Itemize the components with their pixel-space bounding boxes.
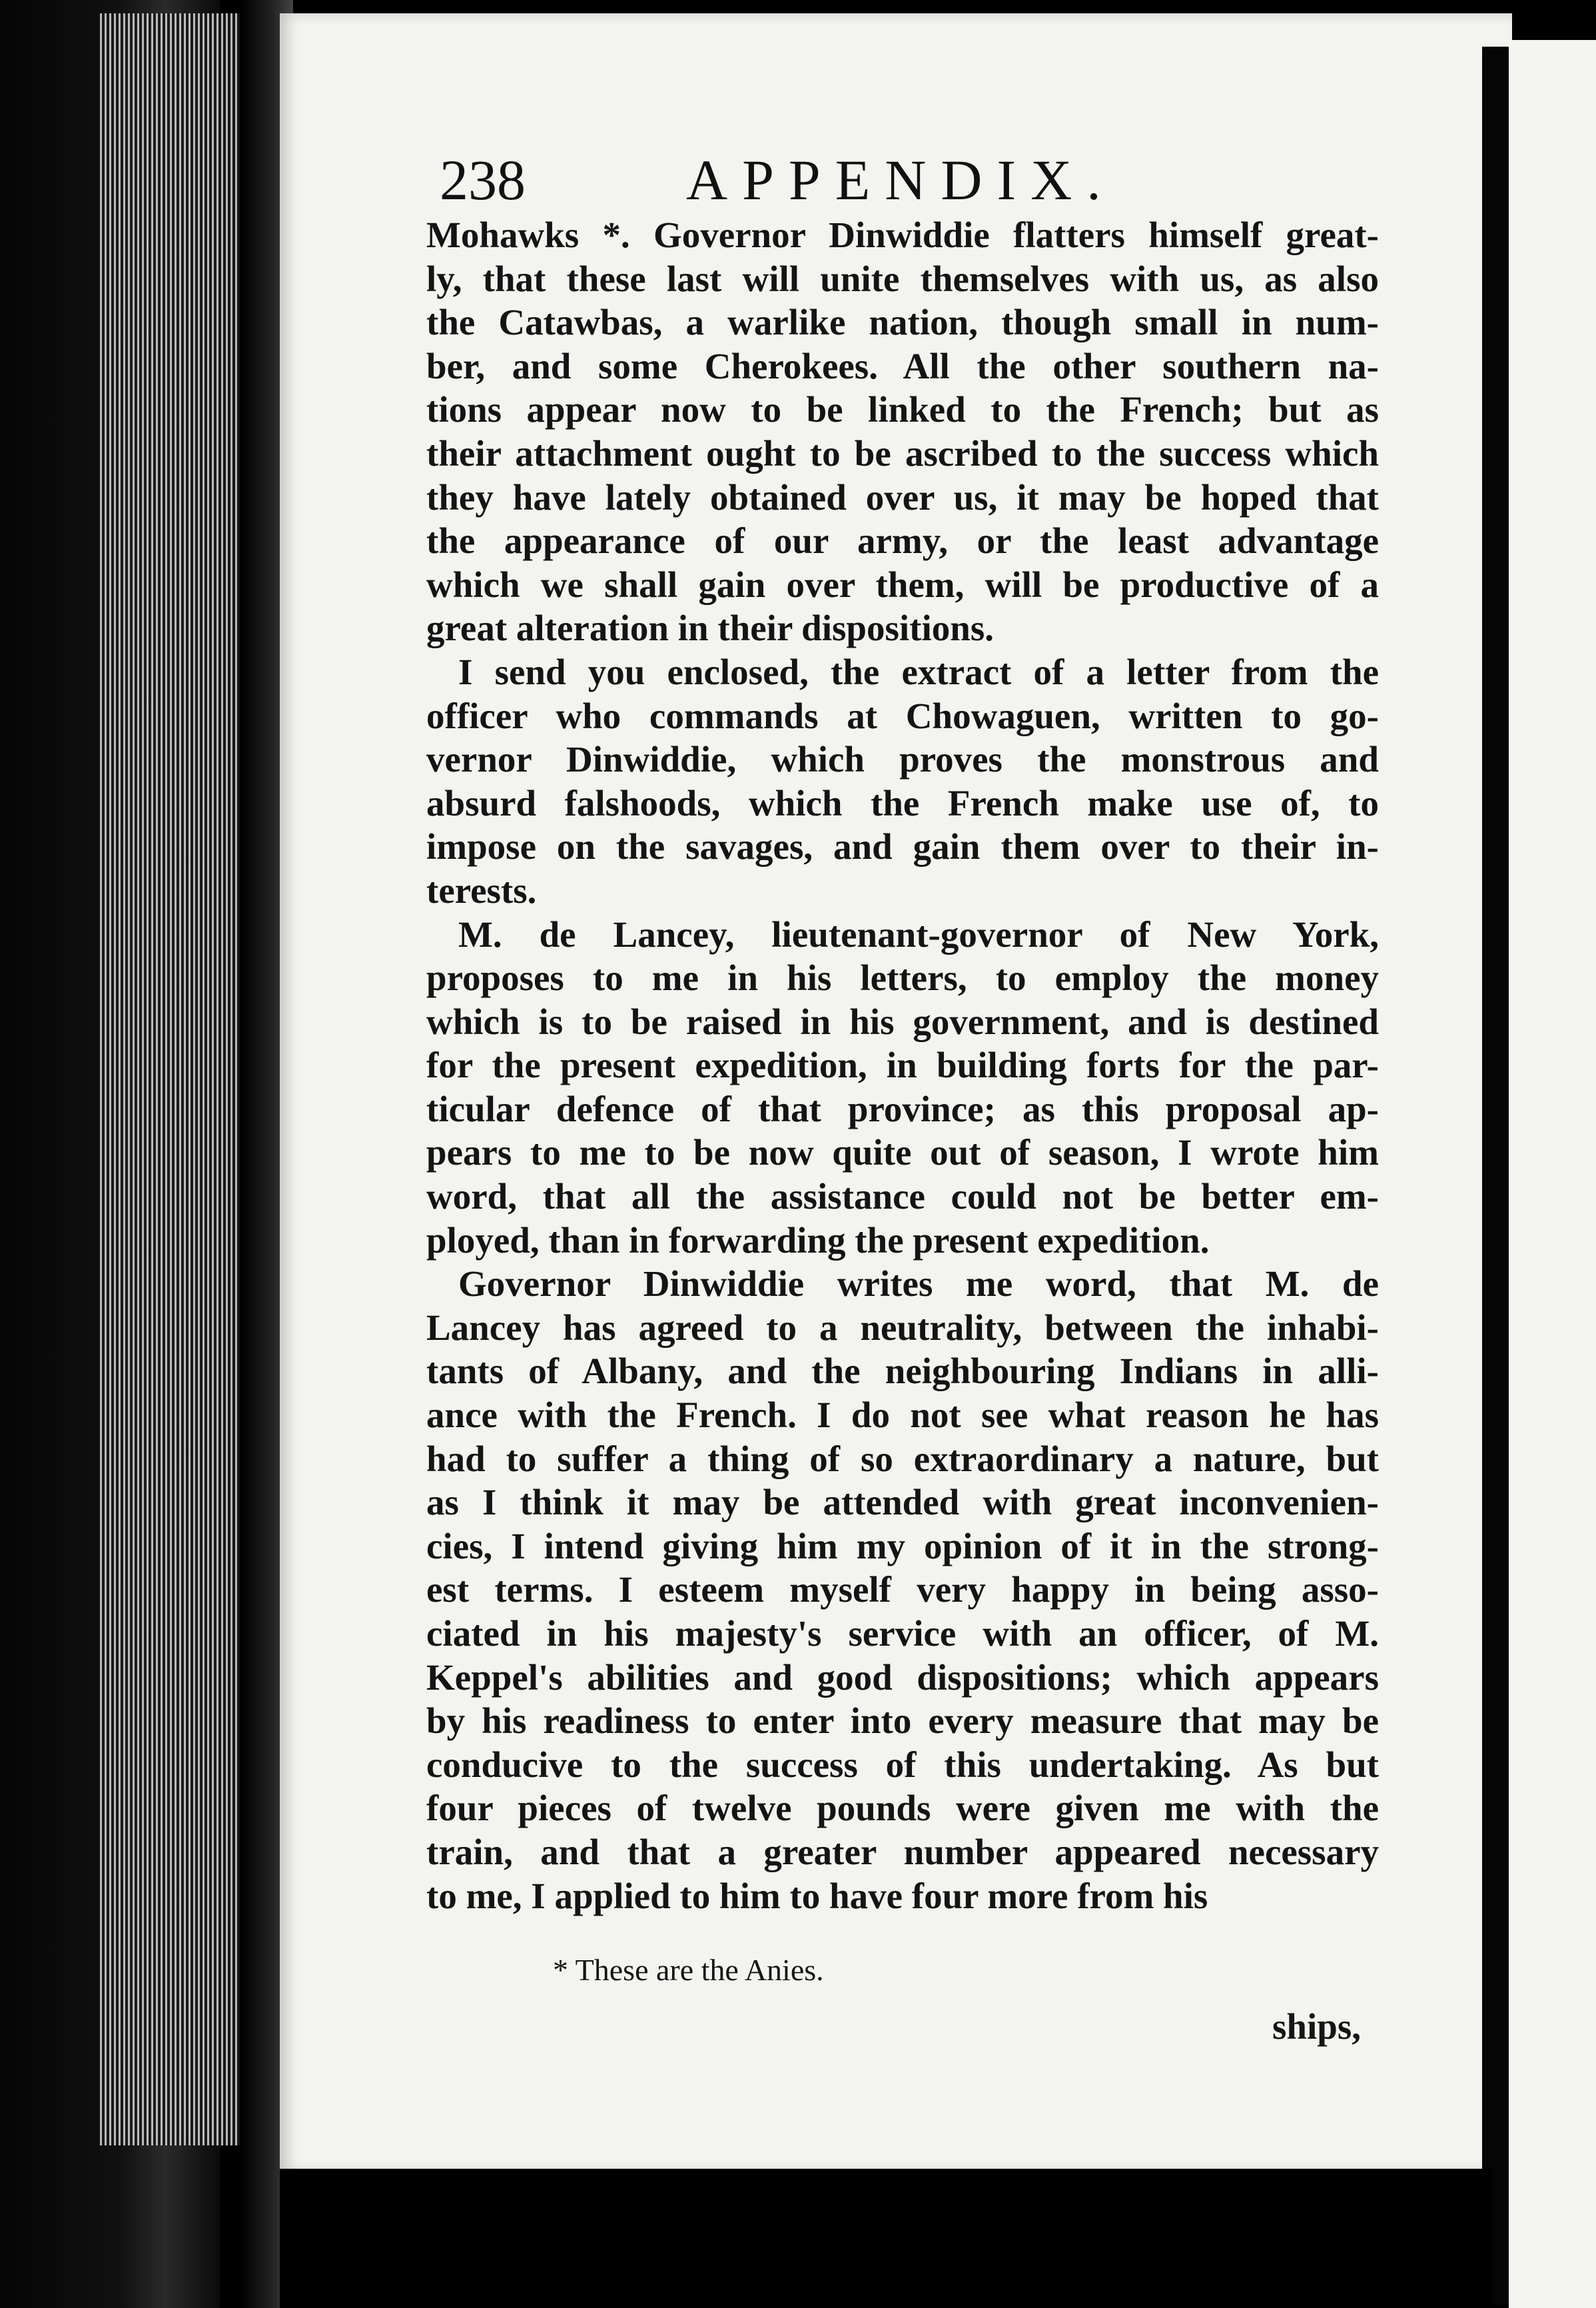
text-line: officer who commands at Chowaguen, written to go- <box>426 695 1379 736</box>
text-line: great alteration in their dispositions. <box>426 608 995 649</box>
body-text <box>426 213 1379 1918</box>
text-line: terests. <box>426 869 537 911</box>
text-line: the appearance of our army, or the least advantage <box>426 520 1379 562</box>
text-line: tants of Albany, and the neighbouring Indians in alli- <box>426 1351 1379 1392</box>
text-line: Governor Dinwiddie writes me word, that M. de <box>458 1263 1379 1305</box>
text-line: train, and that a greater number appeared necessary <box>426 1831 1379 1872</box>
text-line: ance with the French. I do not see what reason he has <box>426 1395 1379 1436</box>
text-line: conducive to the success of this undertaking. As but <box>426 1744 1379 1785</box>
text-line: to me, I applied to him to have four more from his <box>426 1875 1208 1916</box>
scan-background-bottom <box>280 2169 1492 2308</box>
page-number: 238 <box>440 148 526 212</box>
text-line: they have lately obtained over us, it may be hoped that <box>426 476 1379 518</box>
text-line: word, that all the assistance could not be better em- <box>426 1176 1379 1217</box>
text-line: impose on the savages, and gain them over to their in- <box>426 826 1379 867</box>
text-line: vernor Dinwiddie, which proves the monstrous and <box>426 739 1379 780</box>
text-line: M. de Lancey, lieutenant-governor of New York, <box>458 913 1379 955</box>
paragraph <box>426 650 1379 913</box>
text-line: the Catawbas, a warlike nation, though small in num- <box>426 302 1379 343</box>
text-line: by his readiness to enter into every measure that may be <box>426 1700 1379 1742</box>
text-line: cies, I intend giving him my opinion of it in the strong- <box>426 1525 1379 1566</box>
text-line: ticular defence of that province; as this proposal ap- <box>426 1088 1379 1129</box>
text-line: Mohawks *. Governor Dinwiddie flatters himself great- <box>426 215 1379 255</box>
text-line: ployed, than in forwarding the present expedition. <box>426 1219 1210 1261</box>
paragraph <box>426 1262 1379 1918</box>
text-line: their attachment ought to be ascribed to the success which <box>426 432 1379 474</box>
text-line: tions appear now to be linked to the French; but as <box>426 389 1379 430</box>
text-line: Keppel's abilities and good dispositions; which appears <box>426 1656 1379 1698</box>
text-line: pears to me to be now quite out of season, I wrote him <box>426 1132 1379 1173</box>
running-head: APPENDIX. <box>686 148 1116 212</box>
text-line: ly, that these last will unite themselves with us, as also <box>426 258 1379 299</box>
text-line: which we shall gain over them, will be productive of a <box>426 564 1379 605</box>
text-line: est terms. I esteem myself very happy in being asso- <box>426 1569 1379 1610</box>
facing-page-edge <box>1509 40 1596 2308</box>
text-line: I send you enclosed, the extract of a letter from the <box>458 651 1379 692</box>
catchword: ships, <box>1272 2006 1362 2047</box>
text-line: ber, and some Cherokees. All the other southern na- <box>426 345 1379 386</box>
text-line: ciated in his majesty's service with an officer, of M. <box>426 1613 1379 1654</box>
text-line: absurd falshoods, which the French make use of, to <box>426 782 1379 824</box>
text-line: had to suffer a thing of so extraordinary a nature, but <box>426 1438 1379 1479</box>
book-gutter <box>1482 47 1509 2305</box>
text-line: Lancey has agreed to a neutrality, between the inhabi- <box>426 1307 1379 1348</box>
paragraph <box>426 913 1379 1263</box>
text-line: for the present expedition, in building forts for the par- <box>426 1045 1379 1086</box>
text-line: which is to be raised in his government, and is destined <box>426 1001 1379 1042</box>
text-line: proposes to me in his letters, to employ the money <box>426 957 1379 999</box>
page-header <box>440 147 1186 220</box>
text-line: four pieces of twelve pounds were given me with the <box>426 1788 1379 1829</box>
paragraph <box>426 213 1379 650</box>
footnote: * These are the Anies. <box>553 1953 824 1987</box>
text-line: as I think it may be attended with great inconvenien- <box>426 1482 1379 1523</box>
